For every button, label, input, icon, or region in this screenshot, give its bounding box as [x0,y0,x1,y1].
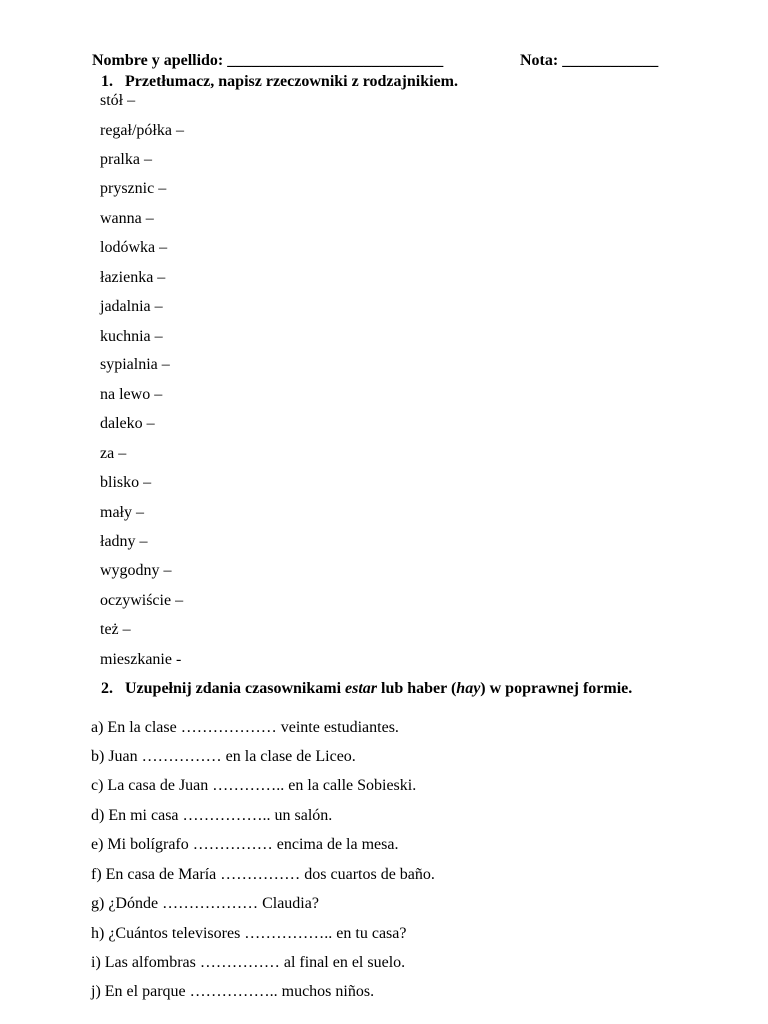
vocab-item: oczywiście – [100,592,184,609]
vocab-item: mieszkanie - [100,651,182,668]
vocab-item: jadalnia – [100,298,163,315]
section2-title-text [125,679,645,698]
vocab-item: stół – [100,92,136,109]
vocab-item: prysznic – [100,180,167,197]
section2-title-part3: ) w poprawnej formie. [480,680,633,697]
grade-field: Nota: ____________ [520,52,659,69]
sentence: j) En el parque …………….. muchos niños. [91,983,375,1000]
vocab-item: łazienka – [100,269,166,286]
vocab-item: kuchnia – [100,328,163,345]
sentence: e) Mi bolígrafo …………… encima de la mesa. [91,836,399,853]
sentence: g) ¿Dónde ……………… Claudia? [91,895,319,912]
sentence: h) ¿Cuántos televisores …………….. en tu casa? [91,925,407,942]
vocab-item: na lewo – [100,386,163,403]
vocab-item: daleko – [100,415,155,432]
vocab-item: regał/półka – [100,122,184,139]
section2-title-verb-estar: estar [345,680,378,697]
vocab-item: wygodny – [100,562,172,579]
vocab-item: ładny – [100,533,148,550]
section1-number: 1. [101,73,113,90]
vocab-item: sypialnia – [100,356,170,373]
sentence: b) Juan …………… en la clase de Liceo. [91,748,356,765]
vocab-item: blisko – [100,474,152,491]
section2-number: 2. [101,680,113,697]
vocab-item: pralka – [100,151,152,168]
name-field: Nombre y apellido: ___________________________ [92,52,444,69]
vocab-item: lodówka – [100,239,168,256]
section2-title-part1: Uzupełnij zdania czasownikami [125,680,346,697]
vocab-item: wanna – [100,210,154,227]
section2-title-part2: lub haber ( [377,680,457,697]
sentence: d) En mi casa …………….. un salón. [91,807,333,824]
header [92,52,676,74]
sentence: i) Las alfombras …………… al final en el suelo. [91,954,406,971]
vocab-item: mały – [100,504,144,521]
sentence: a) En la clase ……………… veinte estudiantes. [91,719,399,736]
section2-title-verb-hay: hay [456,680,481,697]
section1-title-text: Przetłumacz, napisz rzeczowniki z rodzajnikiem. [125,73,458,90]
sentence: f) En casa de María …………… dos cuartos de baño. [91,866,435,883]
sentence: c) La casa de Juan ………….. en la calle Sobieski. [91,777,417,794]
vocab-item: też – [100,621,131,638]
vocab-item: za – [100,445,127,462]
